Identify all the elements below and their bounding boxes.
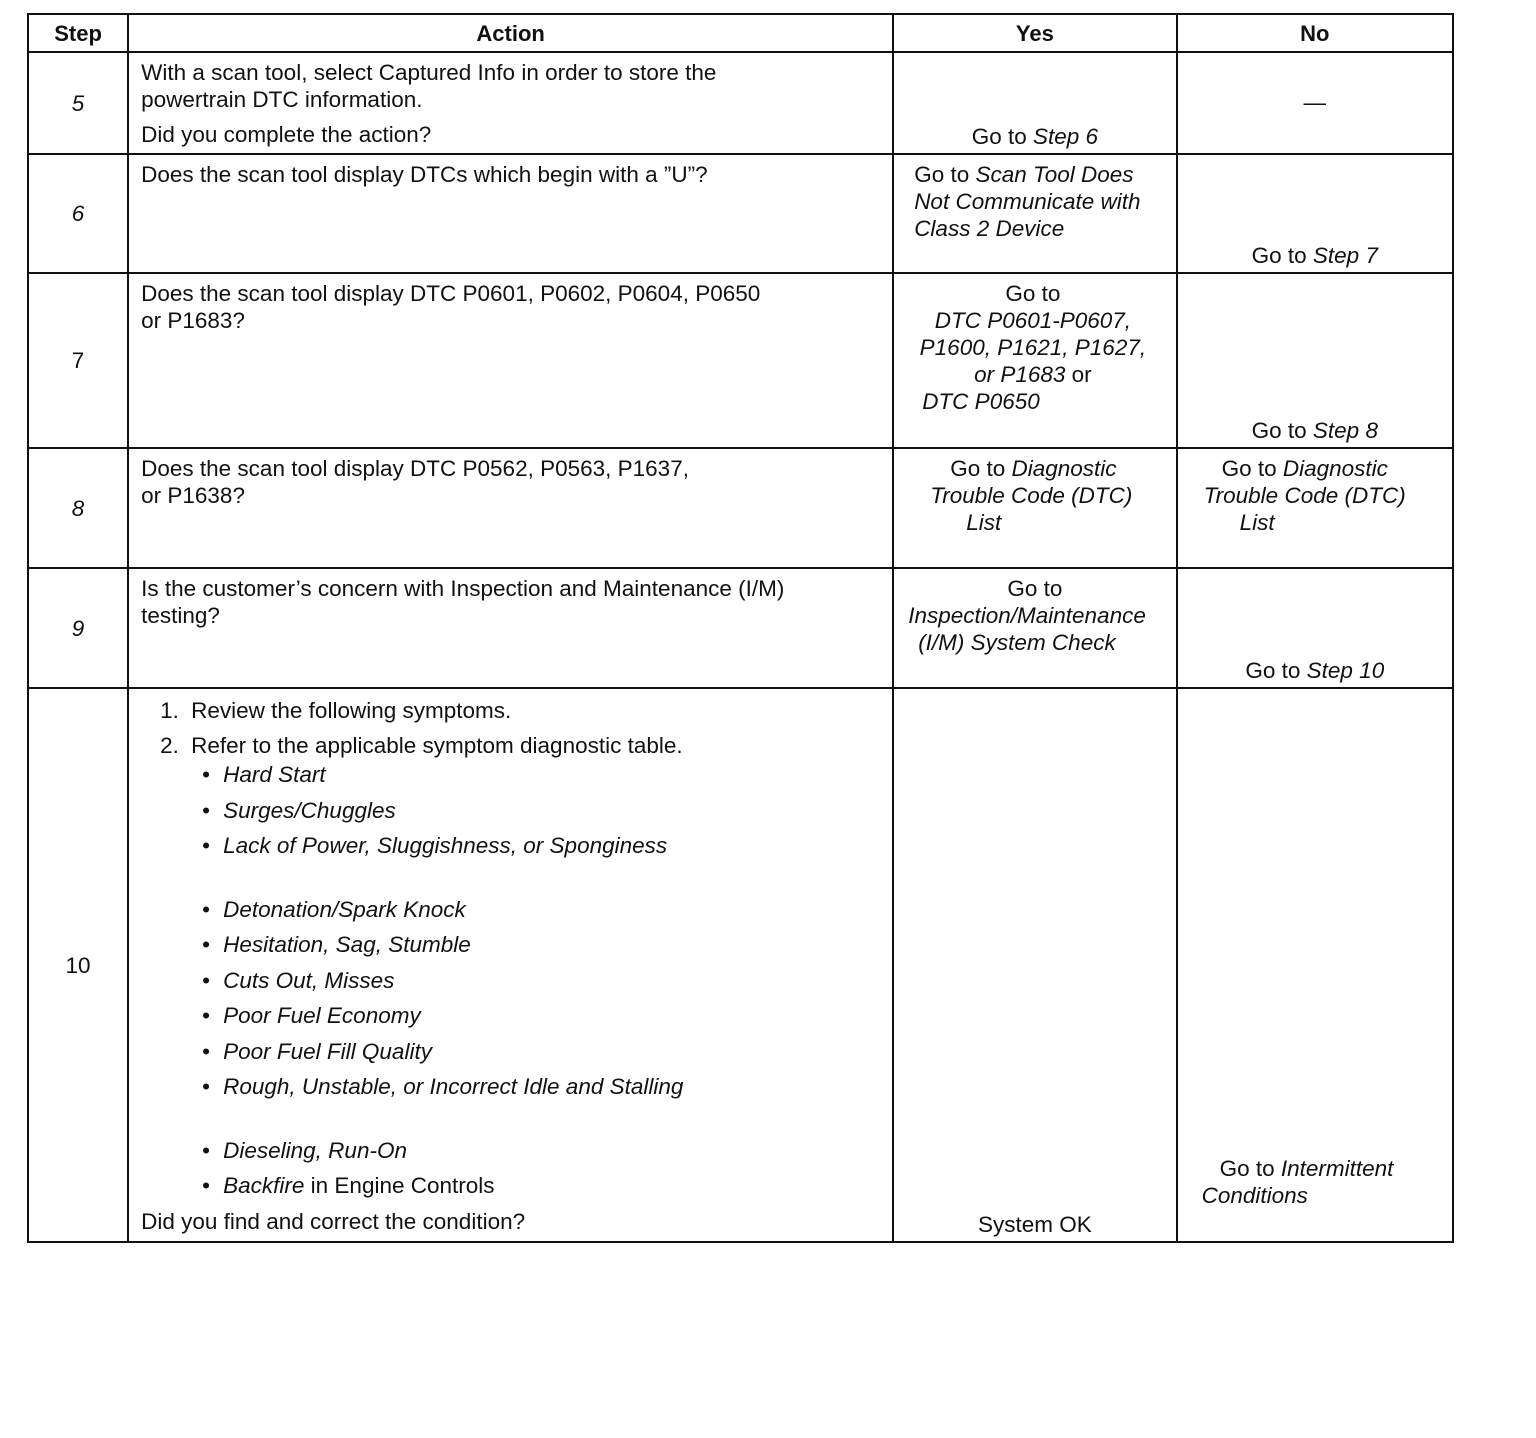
no-cell <box>1177 273 1453 448</box>
list-item: 2. Refer to the applicable symptom diagnostic table. <box>185 732 892 759</box>
symptom-link[interactable]: • Hard Start <box>129 761 892 797</box>
action-line: With a scan tool, select Captured Info in order to store the <box>141 60 717 85</box>
symptom-link[interactable]: • Poor Fuel Fill Quality <box>129 1038 892 1074</box>
step-link[interactable]: Step 6 <box>1033 124 1099 149</box>
yes-cell <box>893 688 1176 1242</box>
no-cell <box>1177 688 1453 1242</box>
step-number: 7 <box>28 273 128 448</box>
action-line: Does the scan tool display DTC P0601, P0602, P0604, P0650 <box>141 281 761 306</box>
action-cell <box>128 273 893 448</box>
action-cell <box>128 154 893 273</box>
symptom-link[interactable]: • Surges/Chuggles <box>129 797 892 833</box>
header-action: Action <box>128 14 893 52</box>
symptom-link[interactable]: • Backfire in Engine Controls <box>129 1172 892 1208</box>
symptom-link[interactable]: • Cuts Out, Misses <box>129 967 892 1003</box>
action-line: Does the scan tool display DTC P0562, P0563, P1637, <box>141 456 689 481</box>
symptom-link[interactable]: • Detonation/Spark Knock <box>129 896 892 932</box>
list-spacer <box>129 868 892 896</box>
no-result: Go to Step 10 <box>1245 658 1385 683</box>
step-number: 9 <box>28 568 128 688</box>
procedure-link[interactable]: or P1683 <box>974 362 1066 387</box>
table-row <box>28 568 1453 688</box>
symptom-link[interactable]: • Lack of Power, Sluggishness, or Sponginess <box>129 832 892 868</box>
yes-result: Go to DTC P0601-P0607, P1600, P1621, P1627, or P1683 or DTC P0650 <box>919 281 1147 414</box>
step-number: 10 <box>28 688 128 1242</box>
numbered-steps <box>129 697 892 759</box>
yes-cell <box>893 52 1176 154</box>
table-row <box>28 688 1453 1242</box>
action-question: Did you complete the action? <box>141 122 432 147</box>
procedure-link[interactable]: Trouble Code (DTC) <box>1203 483 1406 508</box>
procedure-link[interactable]: Conditions <box>1201 1183 1308 1208</box>
symptom-list <box>129 761 892 1208</box>
symptom-link[interactable]: • Dieseling, Run-On <box>129 1137 892 1173</box>
action-cell <box>128 568 893 688</box>
procedure-link[interactable]: DTC P0650 <box>922 389 1040 414</box>
yes-result: Go to Scan Tool Does Not Communicate with Class 2 Device <box>914 162 1141 241</box>
no-result: Go to Step 7 <box>1251 243 1378 268</box>
action-question: Did you find and correct the condition? <box>141 1208 526 1234</box>
no-cell <box>1177 568 1453 688</box>
header-no: No <box>1177 14 1453 52</box>
list-spacer <box>129 1109 892 1137</box>
procedure-link[interactable]: Inspection/Maintenance <box>908 603 1146 628</box>
header-step: Step <box>28 14 128 52</box>
header-yes: Yes <box>893 14 1176 52</box>
procedure-link[interactable]: P1600, P1621, P1627, <box>919 335 1147 360</box>
diagnostic-table <box>27 13 1454 1243</box>
table-row <box>28 448 1453 568</box>
step-number: 6 <box>28 154 128 273</box>
step-link[interactable]: Step 8 <box>1312 418 1378 443</box>
step-number: 5 <box>28 52 128 154</box>
symptom-link[interactable]: • Poor Fuel Economy <box>129 1002 892 1038</box>
procedure-link[interactable]: Trouble Code (DTC) <box>930 483 1133 508</box>
action-line: powertrain DTC information. <box>141 87 423 112</box>
procedure-link[interactable]: Diagnostic <box>1011 456 1117 481</box>
yes-cell <box>893 273 1176 448</box>
header-row <box>28 14 1453 52</box>
symptom-link[interactable]: • Rough, Unstable, or Incorrect Idle and Stalling <box>129 1073 892 1109</box>
action-line: or P1638? <box>141 483 245 508</box>
action-line: testing? <box>141 603 220 628</box>
yes-cell <box>893 568 1176 688</box>
yes-cell <box>893 448 1176 568</box>
table-row <box>28 52 1453 154</box>
no-result: Go to Intermittent Conditions <box>1201 1156 1394 1208</box>
action-line: or P1683? <box>141 308 245 333</box>
procedure-link[interactable]: List <box>1239 510 1275 535</box>
yes-result: Go to Step 6 <box>971 124 1099 149</box>
procedure-link[interactable]: (I/M) System Check <box>918 630 1116 655</box>
procedure-link[interactable]: Intermittent <box>1280 1156 1394 1181</box>
action-cell <box>128 688 893 1242</box>
procedure-link[interactable]: Class 2 Device <box>914 216 1065 241</box>
yes-result: Go to Inspection/Maintenance (I/M) System Check <box>908 576 1146 655</box>
procedure-link[interactable]: List <box>966 510 1002 535</box>
no-result: Go to Diagnostic Trouble Code (DTC) List <box>1203 456 1406 535</box>
no-result: Go to Step 8 <box>1251 418 1378 443</box>
no-cell <box>1177 448 1453 568</box>
step-link[interactable]: Step 10 <box>1306 658 1385 683</box>
yes-cell <box>893 154 1176 273</box>
procedure-link[interactable]: Diagnostic <box>1282 456 1388 481</box>
no-result: — <box>1303 90 1327 115</box>
procedure-link[interactable]: Scan Tool Does <box>975 162 1134 187</box>
action-line: Does the scan tool display DTCs which begin with a ”U”? <box>141 162 708 187</box>
action-cell <box>128 52 893 154</box>
no-cell <box>1177 52 1453 154</box>
procedure-link[interactable]: Not Communicate with <box>914 189 1141 214</box>
list-item: 1. Review the following symptoms. <box>185 697 892 724</box>
action-line: Is the customer’s concern with Inspection and Maintenance (I/M) <box>141 576 785 601</box>
step-link[interactable]: Step 7 <box>1312 243 1378 268</box>
no-cell <box>1177 154 1453 273</box>
table-row <box>28 154 1453 273</box>
yes-result: Go to Diagnostic Trouble Code (DTC) List <box>930 456 1133 535</box>
procedure-link[interactable]: DTC P0601-P0607, <box>934 308 1132 333</box>
table-row <box>28 273 1453 448</box>
symptom-link[interactable]: • Hesitation, Sag, Stumble <box>129 931 892 967</box>
step-number: 8 <box>28 448 128 568</box>
yes-result: System OK <box>977 1212 1092 1237</box>
action-cell <box>128 448 893 568</box>
